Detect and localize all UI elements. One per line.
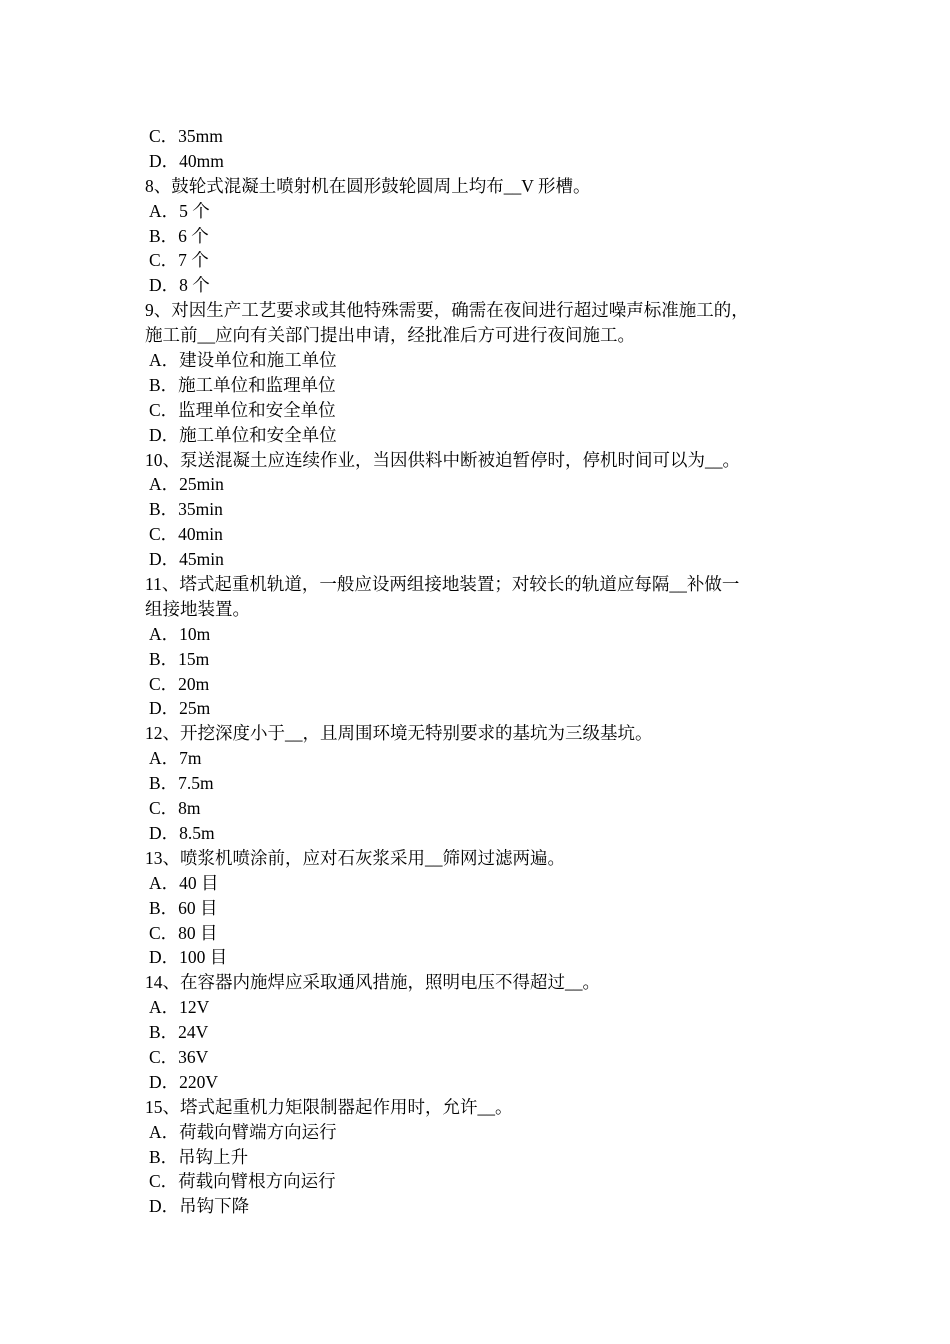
question-text: 施工前__应向有关部门提出申请，经批准后方可进行夜间施工。	[145, 325, 635, 346]
answer-option: C．35mm	[149, 126, 223, 146]
document-page	[0, 124, 950, 1219]
answer-option: A．7m	[149, 748, 202, 769]
answer-option: B．24V	[149, 1022, 209, 1043]
question-text: 8、鼓轮式混凝土喷射机在圆形鼓轮圆周上均布__V 形槽。	[145, 175, 591, 196]
answer-option: D．8 个	[149, 275, 210, 296]
answer-option: D．45min	[149, 549, 224, 570]
answer-option: B．6 个	[149, 225, 209, 246]
answer-option: D．25m	[149, 698, 211, 719]
answer-option: D．8.5m	[149, 822, 215, 843]
answer-option: A．40 目	[149, 872, 219, 893]
answer-option: A．荷载向臂端方向运行	[149, 1121, 337, 1142]
answer-option: B．35min	[149, 499, 223, 520]
document-body	[0, 124, 950, 1219]
answer-option: C．80 目	[149, 922, 218, 943]
answer-option: D．100 目	[149, 947, 228, 968]
answer-option: B．60 目	[149, 897, 218, 918]
question-text: 15、塔式起重机力矩限制器起作用时，允许__。	[145, 1096, 513, 1117]
question-text: 13、喷浆机喷涂前，应对石灰浆采用__筛网过滤两遍。	[145, 847, 565, 868]
answer-option: D．220V	[149, 1071, 219, 1092]
answer-option: C．40min	[149, 524, 223, 545]
answer-option: C．8m	[149, 798, 201, 819]
answer-option: B．7.5m	[149, 773, 214, 794]
answer-option: B．施工单位和监理单位	[149, 374, 336, 395]
answer-option: C．荷载向臂根方向运行	[149, 1171, 336, 1192]
answer-option: D．吊钩下降	[149, 1196, 250, 1217]
question-text: 9、对因生产工艺要求或其他特殊需要，确需在夜间进行超过噪声标准施工的，	[145, 300, 749, 321]
answer-option: C．监理单位和安全单位	[149, 399, 336, 420]
question-text: 11、塔式起重机轨道，一般应设两组接地装置；对较长的轨道应每隔__补做一	[145, 574, 740, 595]
question-text: 组接地装置。	[145, 598, 250, 619]
answer-option: A．5 个	[149, 200, 210, 221]
answer-option: A．10m	[149, 623, 211, 644]
answer-option: A．建设单位和施工单位	[149, 350, 337, 371]
answer-option: A．25min	[149, 474, 224, 495]
answer-option: B．吊钩上升	[149, 1146, 249, 1167]
question-text: 10、泵送混凝土应连续作业，当因供料中断被迫暂停时，停机时间可以为__。	[145, 449, 740, 470]
answer-option: B．15m	[149, 648, 210, 669]
answer-option: D．施工单位和安全单位	[149, 424, 337, 445]
answer-option: C．20m	[149, 673, 210, 694]
question-text: 12、开挖深度小于__，且周围环境无特别要求的基坑为三级基坑。	[145, 723, 653, 744]
answer-option: A．12V	[149, 997, 210, 1018]
answer-option: C．7 个	[149, 250, 209, 271]
question-text: 14、在容器内施焊应采取通风措施，照明电压不得超过__。	[145, 972, 600, 993]
answer-option: C．36V	[149, 1046, 209, 1067]
answer-option: D．40mm	[149, 150, 224, 171]
